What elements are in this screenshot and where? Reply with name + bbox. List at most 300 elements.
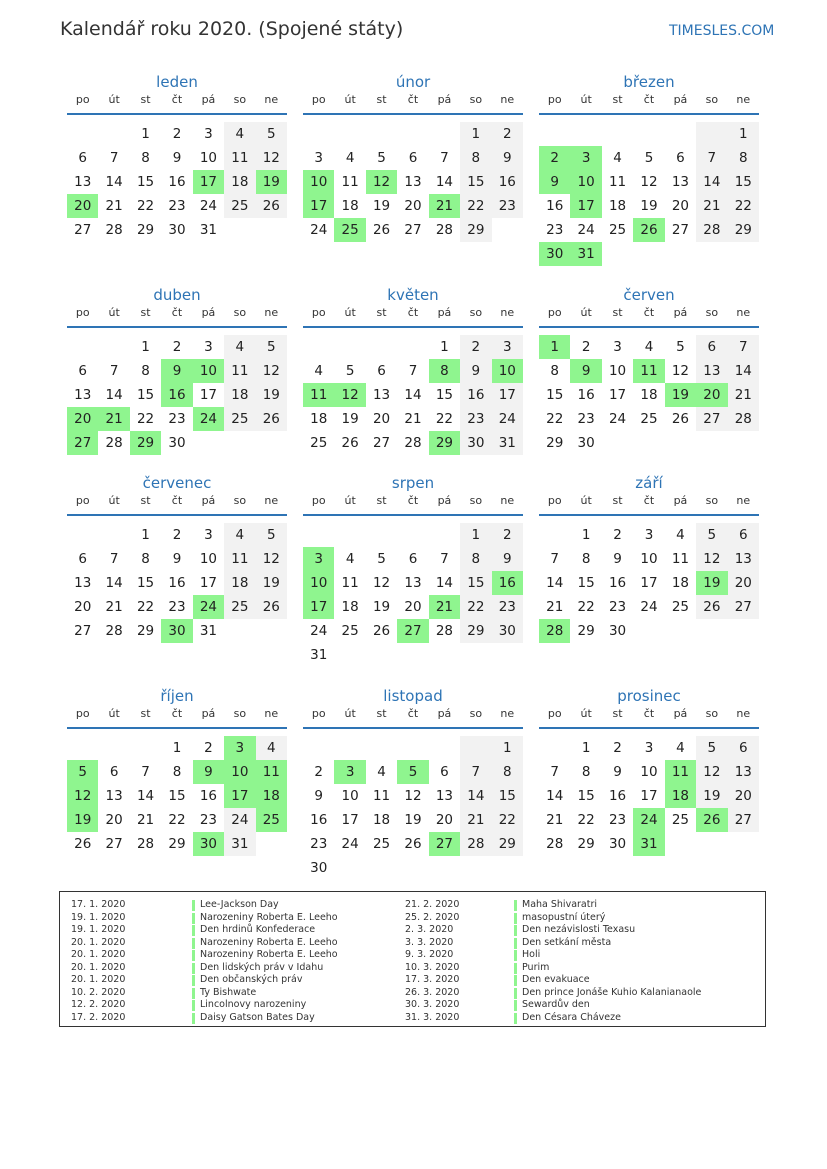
day-cell[interactable]: 22 [460,595,491,619]
day-cell[interactable]: 4 [256,736,287,760]
day-cell[interactable]: 28 [435,222,454,238]
day-cell[interactable]: 22 [492,808,523,832]
day-cell[interactable]: 8 [581,551,591,567]
day-cell[interactable]: 13 [74,174,92,190]
day-cell[interactable]: 13 [404,575,422,591]
holiday-day[interactable]: 30 [161,619,192,643]
day-cell[interactable]: 15 [728,170,759,194]
day-cell[interactable]: 29 [577,836,595,852]
day-cell[interactable]: 15 [577,788,595,804]
day-cell[interactable]: 23 [546,222,564,238]
day-cell[interactable]: 7 [728,335,759,359]
day-cell[interactable]: 28 [460,832,491,856]
day-cell[interactable]: 14 [435,575,454,591]
day-cell[interactable]: 1 [440,339,449,355]
day-cell[interactable]: 30 [168,435,186,451]
day-cell[interactable]: 8 [581,764,591,780]
holiday-day[interactable]: 24 [193,407,224,431]
holiday-day[interactable]: 31 [633,832,664,856]
day-cell[interactable]: 15 [546,387,564,403]
day-cell[interactable]: 31 [224,832,255,856]
day-cell[interactable]: 31 [199,623,218,639]
holiday-day[interactable]: 20 [67,194,98,218]
day-cell[interactable]: 8 [172,764,182,780]
day-cell[interactable]: 11 [224,146,255,170]
day-cell[interactable]: 21 [696,194,727,218]
day-cell[interactable]: 27 [105,836,123,852]
day-cell[interactable]: 27 [74,222,92,238]
holiday-day[interactable]: 30 [539,242,570,266]
day-cell[interactable]: 6 [408,551,418,567]
holiday-day[interactable]: 9 [193,760,224,784]
day-cell[interactable]: 13 [74,387,92,403]
day-cell[interactable]: 7 [408,363,418,379]
day-cell[interactable]: 17 [608,387,627,403]
day-cell[interactable]: 31 [199,222,218,238]
day-cell[interactable]: 8 [460,547,491,571]
day-cell[interactable]: 16 [492,170,523,194]
day-cell[interactable]: 17 [640,575,658,591]
day-cell[interactable]: 18 [640,387,658,403]
day-cell[interactable]: 29 [460,218,491,242]
day-cell[interactable]: 7 [550,551,559,567]
day-cell[interactable]: 23 [168,198,186,214]
day-cell[interactable]: 25 [671,812,690,828]
day-cell[interactable]: 10 [199,150,218,166]
holiday-day[interactable]: 3 [224,736,255,760]
holiday-day[interactable]: 29 [130,431,161,455]
holiday-day[interactable]: 10 [492,359,523,383]
day-cell[interactable]: 24 [492,407,523,431]
day-cell[interactable]: 1 [460,122,491,146]
day-cell[interactable]: 24 [310,623,328,639]
day-cell[interactable]: 13 [671,174,690,190]
day-cell[interactable]: 9 [460,359,491,383]
day-cell[interactable]: 12 [404,788,422,804]
holiday-day[interactable]: 8 [429,359,460,383]
day-cell[interactable]: 4 [676,527,685,543]
day-cell[interactable]: 9 [492,547,523,571]
day-cell[interactable]: 23 [168,411,186,427]
day-cell[interactable]: 24 [608,411,627,427]
day-cell[interactable]: 27 [696,407,727,431]
day-cell[interactable]: 24 [199,198,218,214]
day-cell[interactable]: 10 [199,551,218,567]
day-cell[interactable]: 15 [435,387,454,403]
holiday-day[interactable]: 29 [429,431,460,455]
day-cell[interactable]: 6 [676,150,685,166]
day-cell[interactable]: 9 [172,551,182,567]
day-cell[interactable]: 22 [728,194,759,218]
holiday-day[interactable]: 27 [67,431,98,455]
day-cell[interactable]: 21 [728,383,759,407]
holiday-day[interactable]: 10 [303,571,334,595]
day-cell[interactable]: 10 [341,788,359,804]
holiday-day[interactable]: 10 [193,359,224,383]
holiday-day[interactable]: 16 [161,383,192,407]
day-cell[interactable]: 6 [440,764,449,780]
holiday-day[interactable]: 16 [492,571,523,595]
day-cell[interactable]: 1 [581,740,591,756]
holiday-day[interactable]: 26 [633,218,664,242]
day-cell[interactable]: 8 [460,146,491,170]
day-cell[interactable]: 26 [372,623,391,639]
day-cell[interactable]: 25 [640,411,658,427]
day-cell[interactable]: 20 [671,198,690,214]
day-cell[interactable]: 12 [696,547,727,571]
day-cell[interactable]: 4 [676,740,685,756]
day-cell[interactable]: 25 [341,623,359,639]
day-cell[interactable]: 22 [136,198,155,214]
holiday-day[interactable]: 25 [256,808,287,832]
day-cell[interactable]: 18 [608,198,627,214]
holiday-day[interactable]: 21 [429,194,460,218]
day-cell[interactable]: 19 [696,784,727,808]
day-cell[interactable]: 11 [341,575,359,591]
day-cell[interactable]: 8 [728,146,759,170]
day-cell[interactable]: 31 [310,647,328,663]
day-cell[interactable]: 28 [696,218,727,242]
holiday-day[interactable]: 2 [539,146,570,170]
day-cell[interactable]: 6 [109,764,119,780]
day-cell[interactable]: 30 [310,860,328,876]
day-cell[interactable]: 5 [696,523,727,547]
day-cell[interactable]: 18 [372,812,391,828]
day-cell[interactable]: 30 [492,619,523,643]
day-cell[interactable]: 1 [728,122,759,146]
day-cell[interactable]: 13 [435,788,454,804]
day-cell[interactable]: 18 [224,170,255,194]
day-cell[interactable]: 26 [404,836,422,852]
day-cell[interactable]: 4 [377,764,386,780]
day-cell[interactable]: 28 [105,435,123,451]
day-cell[interactable]: 1 [172,740,182,756]
day-cell[interactable]: 10 [608,363,627,379]
day-cell[interactable]: 19 [372,599,391,615]
day-cell[interactable]: 24 [577,222,595,238]
site-link[interactable]: TIMESLES.COM [669,23,775,39]
holiday-day[interactable]: 5 [67,760,98,784]
day-cell[interactable]: 22 [168,812,186,828]
day-cell[interactable]: 7 [440,551,449,567]
day-cell[interactable]: 23 [168,599,186,615]
day-cell[interactable]: 1 [141,126,150,142]
day-cell[interactable]: 14 [105,575,123,591]
day-cell[interactable]: 5 [377,551,386,567]
day-cell[interactable]: 27 [728,595,759,619]
holiday-day[interactable]: 18 [665,784,696,808]
day-cell[interactable]: 14 [460,784,491,808]
day-cell[interactable]: 30 [168,222,186,238]
holiday-day[interactable]: 26 [696,808,727,832]
day-cell[interactable]: 4 [345,150,355,166]
day-cell[interactable]: 19 [640,198,658,214]
day-cell[interactable]: 14 [728,359,759,383]
day-cell[interactable]: 9 [613,551,622,567]
day-cell[interactable]: 15 [577,575,595,591]
day-cell[interactable]: 27 [671,222,690,238]
day-cell[interactable]: 28 [136,836,155,852]
day-cell[interactable]: 26 [671,411,690,427]
day-cell[interactable]: 14 [696,170,727,194]
day-cell[interactable]: 13 [74,575,92,591]
day-cell[interactable]: 20 [404,599,422,615]
day-cell[interactable]: 28 [105,623,123,639]
day-cell[interactable]: 6 [78,150,87,166]
day-cell[interactable]: 13 [372,387,391,403]
holiday-day[interactable]: 3 [334,760,365,784]
day-cell[interactable]: 19 [341,411,359,427]
day-cell[interactable]: 22 [577,599,595,615]
day-cell[interactable]: 23 [577,411,595,427]
holiday-day[interactable]: 3 [570,146,601,170]
day-cell[interactable]: 11 [224,359,255,383]
day-cell[interactable]: 21 [546,812,564,828]
day-cell[interactable]: 23 [460,407,491,431]
day-cell[interactable]: 29 [136,623,155,639]
day-cell[interactable]: 18 [671,575,690,591]
day-cell[interactable]: 18 [310,411,328,427]
day-cell[interactable]: 5 [345,363,355,379]
day-cell[interactable]: 2 [172,126,182,142]
day-cell[interactable]: 4 [224,523,255,547]
day-cell[interactable]: 24 [310,222,328,238]
holiday-day[interactable]: 19 [696,571,727,595]
day-cell[interactable]: 22 [136,411,155,427]
day-cell[interactable]: 2 [172,527,182,543]
day-cell[interactable]: 9 [613,764,622,780]
day-cell[interactable]: 16 [608,788,627,804]
day-cell[interactable]: 5 [676,339,685,355]
day-cell[interactable]: 24 [640,599,658,615]
day-cell[interactable]: 21 [546,599,564,615]
day-cell[interactable]: 12 [372,575,391,591]
day-cell[interactable]: 7 [440,150,449,166]
day-cell[interactable]: 28 [404,435,422,451]
day-cell[interactable]: 23 [608,812,627,828]
day-cell[interactable]: 3 [204,126,213,142]
day-cell[interactable]: 3 [613,339,622,355]
day-cell[interactable]: 20 [105,812,123,828]
holiday-day[interactable]: 20 [696,383,727,407]
day-cell[interactable]: 14 [546,575,564,591]
day-cell[interactable]: 30 [608,836,627,852]
day-cell[interactable]: 13 [105,788,123,804]
day-cell[interactable]: 2 [460,335,491,359]
day-cell[interactable]: 21 [136,812,155,828]
day-cell[interactable]: 16 [577,387,595,403]
day-cell[interactable]: 8 [550,363,559,379]
holiday-day[interactable]: 9 [161,359,192,383]
holiday-day[interactable]: 11 [303,383,334,407]
holiday-day[interactable]: 27 [397,619,428,643]
day-cell[interactable]: 8 [141,150,150,166]
holiday-day[interactable]: 19 [67,808,98,832]
day-cell[interactable]: 13 [728,760,759,784]
day-cell[interactable]: 25 [310,435,328,451]
day-cell[interactable]: 31 [492,431,523,455]
day-cell[interactable]: 29 [460,619,491,643]
day-cell[interactable]: 29 [728,218,759,242]
holiday-day[interactable]: 20 [67,407,98,431]
day-cell[interactable]: 22 [435,411,454,427]
day-cell[interactable]: 23 [310,836,328,852]
day-cell[interactable]: 25 [224,595,255,619]
day-cell[interactable]: 17 [640,788,658,804]
day-cell[interactable]: 7 [696,146,727,170]
holiday-day[interactable]: 17 [224,784,255,808]
day-cell[interactable]: 23 [492,194,523,218]
holiday-day[interactable]: 11 [665,760,696,784]
day-cell[interactable]: 7 [109,150,119,166]
day-cell[interactable]: 16 [310,812,328,828]
day-cell[interactable]: 3 [644,740,654,756]
day-cell[interactable]: 27 [74,623,92,639]
day-cell[interactable]: 8 [141,363,150,379]
day-cell[interactable]: 3 [492,335,523,359]
day-cell[interactable]: 22 [460,194,491,218]
holiday-day[interactable]: 25 [334,218,365,242]
holiday-day[interactable]: 21 [429,595,460,619]
day-cell[interactable]: 29 [577,623,595,639]
day-cell[interactable]: 7 [460,760,491,784]
day-cell[interactable]: 30 [608,623,627,639]
day-cell[interactable]: 26 [341,435,359,451]
day-cell[interactable]: 16 [546,198,564,214]
day-cell[interactable]: 15 [460,571,491,595]
day-cell[interactable]: 7 [109,363,119,379]
holiday-day[interactable]: 24 [633,808,664,832]
day-cell[interactable]: 7 [109,551,119,567]
day-cell[interactable]: 1 [141,339,150,355]
day-cell[interactable]: 15 [136,575,155,591]
day-cell[interactable]: 10 [640,551,658,567]
day-cell[interactable]: 14 [404,387,422,403]
day-cell[interactable]: 17 [341,812,359,828]
day-cell[interactable]: 12 [256,359,287,383]
day-cell[interactable]: 7 [141,764,150,780]
day-cell[interactable]: 11 [608,174,627,190]
day-cell[interactable]: 5 [256,335,287,359]
day-cell[interactable]: 19 [404,812,422,828]
day-cell[interactable]: 20 [728,571,759,595]
day-cell[interactable]: 28 [105,222,123,238]
holiday-day[interactable]: 12 [67,784,98,808]
holiday-day[interactable]: 19 [665,383,696,407]
day-cell[interactable]: 13 [728,547,759,571]
day-cell[interactable]: 30 [460,431,491,455]
day-cell[interactable]: 5 [377,150,386,166]
holiday-day[interactable]: 17 [570,194,601,218]
holiday-day[interactable]: 27 [429,832,460,856]
day-cell[interactable]: 29 [546,435,564,451]
day-cell[interactable]: 28 [546,836,564,852]
day-cell[interactable]: 29 [168,836,186,852]
day-cell[interactable]: 24 [341,836,359,852]
day-cell[interactable]: 4 [224,335,255,359]
day-cell[interactable]: 1 [581,527,591,543]
day-cell[interactable]: 3 [204,339,213,355]
day-cell[interactable]: 19 [256,571,287,595]
day-cell[interactable]: 6 [78,551,87,567]
day-cell[interactable]: 4 [644,339,654,355]
day-cell[interactable]: 22 [577,812,595,828]
day-cell[interactable]: 15 [136,174,155,190]
day-cell[interactable]: 8 [141,551,150,567]
day-cell[interactable]: 25 [671,599,690,615]
day-cell[interactable]: 12 [640,174,658,190]
day-cell[interactable]: 6 [696,335,727,359]
day-cell[interactable]: 26 [256,194,287,218]
day-cell[interactable]: 29 [136,222,155,238]
day-cell[interactable]: 3 [644,527,654,543]
day-cell[interactable]: 15 [168,788,186,804]
day-cell[interactable]: 2 [581,339,591,355]
day-cell[interactable]: 1 [460,523,491,547]
day-cell[interactable]: 21 [404,411,422,427]
day-cell[interactable]: 10 [640,764,658,780]
day-cell[interactable]: 26 [256,595,287,619]
day-cell[interactable]: 9 [492,146,523,170]
day-cell[interactable]: 26 [74,836,92,852]
day-cell[interactable]: 18 [224,383,255,407]
holiday-day[interactable]: 17 [303,595,334,619]
day-cell[interactable]: 26 [372,222,391,238]
holiday-day[interactable]: 11 [633,359,664,383]
day-cell[interactable]: 30 [577,435,595,451]
day-cell[interactable]: 18 [341,599,359,615]
day-cell[interactable]: 16 [608,575,627,591]
day-cell[interactable]: 25 [224,194,255,218]
day-cell[interactable]: 14 [546,788,564,804]
day-cell[interactable]: 25 [224,407,255,431]
day-cell[interactable]: 23 [608,599,627,615]
day-cell[interactable]: 14 [105,387,123,403]
day-cell[interactable]: 12 [256,146,287,170]
day-cell[interactable]: 22 [546,411,564,427]
day-cell[interactable]: 29 [492,832,523,856]
day-cell[interactable]: 12 [256,547,287,571]
holiday-day[interactable]: 24 [193,595,224,619]
day-cell[interactable]: 12 [671,363,690,379]
day-cell[interactable]: 3 [314,150,323,166]
day-cell[interactable]: 17 [199,575,218,591]
day-cell[interactable]: 23 [492,595,523,619]
day-cell[interactable]: 18 [341,198,359,214]
day-cell[interactable]: 12 [696,760,727,784]
day-cell[interactable]: 15 [492,784,523,808]
day-cell[interactable]: 14 [105,174,123,190]
day-cell[interactable]: 6 [728,736,759,760]
day-cell[interactable]: 5 [644,150,654,166]
day-cell[interactable]: 5 [256,122,287,146]
day-cell[interactable]: 16 [168,575,186,591]
day-cell[interactable]: 8 [492,760,523,784]
day-cell[interactable]: 2 [492,523,523,547]
holiday-day[interactable]: 9 [570,359,601,383]
day-cell[interactable]: 6 [728,523,759,547]
day-cell[interactable]: 7 [550,764,559,780]
day-cell[interactable]: 4 [345,551,355,567]
day-cell[interactable]: 11 [372,788,391,804]
day-cell[interactable]: 6 [408,150,418,166]
holiday-day[interactable]: 30 [193,832,224,856]
day-cell[interactable]: 5 [696,736,727,760]
day-cell[interactable]: 25 [608,222,627,238]
day-cell[interactable]: 28 [728,407,759,431]
day-cell[interactable]: 2 [172,339,182,355]
day-cell[interactable]: 20 [372,411,391,427]
